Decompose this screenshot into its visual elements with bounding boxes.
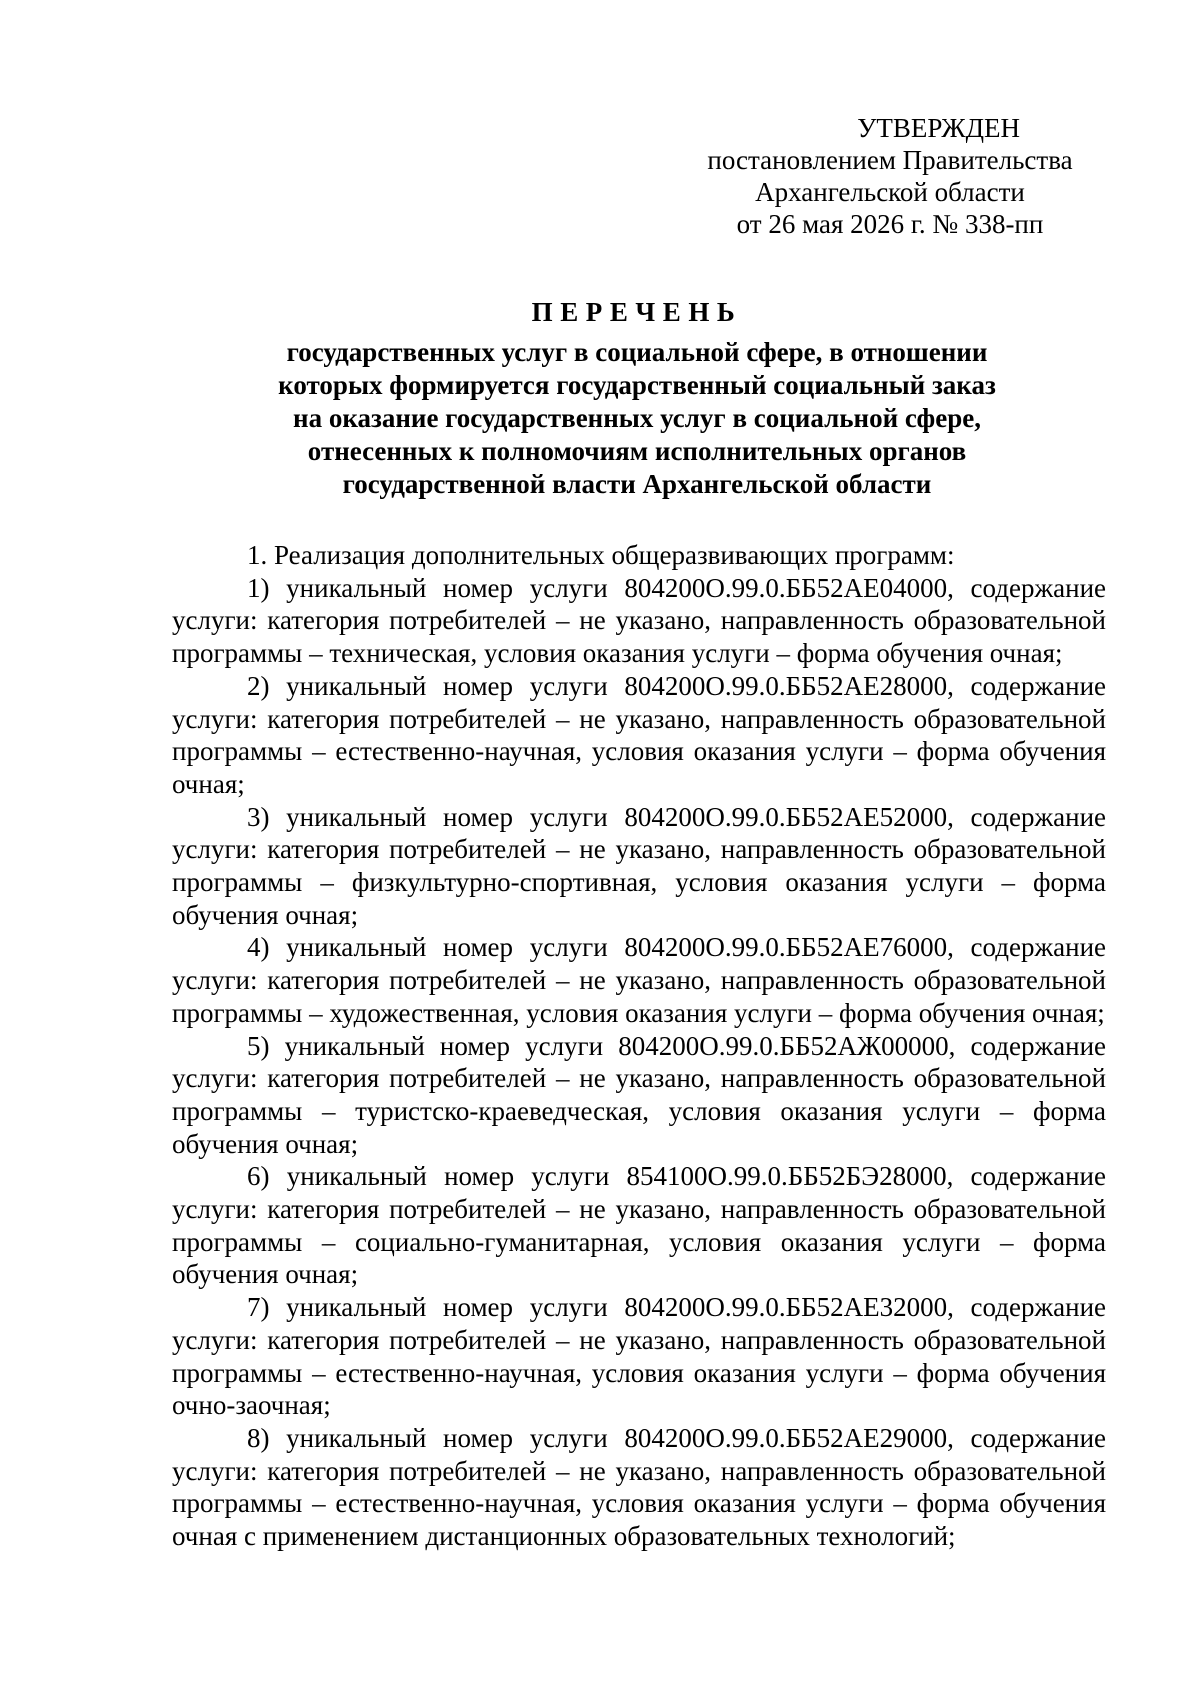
subtitle-line: отнесенных к полномочиям исполнительных органов <box>307 436 967 466</box>
approval-stamp <box>690 112 1090 240</box>
document-title: ПЕРЕЧЕНЬ <box>531 297 743 327</box>
list-item: 8) уникальный номер услуги 804200О.99.0.ББ52АЕ29000, содержание услуги: категория потребителей – не указано, направленность образовательной программы – естественно-научная, условия оказания услуги – форма обучения очная с применением дистанционных образовательных технологий; <box>172 1422 1106 1552</box>
subtitle-line: на оказание государственных услуг в социальной сфере, <box>293 403 981 433</box>
document-subtitle <box>170 336 1104 501</box>
subtitle-line: государственной власти Архангельской области <box>342 469 932 499</box>
list-item: 2) уникальный номер услуги 804200О.99.0.ББ52АЕ28000, содержание услуги: категория потребителей – не указано, направленность образовательной программы – естественно-научная, условия оказания услуги – форма обучения очная; <box>172 670 1106 799</box>
list-item: 4) уникальный номер услуги 804200О.99.0.ББ52АЕ76000, содержание услуги: категория потребителей – не указано, направленность образовательной программы – художественная, условия оказания услуги – форма обучения очная; <box>172 932 1106 1028</box>
subtitle-line: государственных услуг в социальной сфере, в отношении <box>286 337 988 367</box>
approval-resolution: постановлением Правительства <box>707 145 1073 175</box>
section-heading: 1. Реализация дополнительных общеразвивающих программ: <box>247 540 955 570</box>
list-item: 7) уникальный номер услуги 804200О.99.0.ББ52АЕ32000, содержание услуги: категория потребителей – не указано, направленность образовательной программы – естественно-научная, условия оказания услуги – форма обучения очно-заочная; <box>172 1292 1106 1421</box>
list-item: 1) уникальный номер услуги 804200О.99.0.ББ52АЕ04000, содержание услуги: категория потребителей – не указано, направленность образовательной программы – техническая, условия оказания услуги – форма обучения очная; <box>172 572 1106 669</box>
approval-region: Архангельской области <box>755 177 1025 207</box>
list-item: 6) уникальный номер услуги 854100О.99.0.ББ52БЭ28000, содержание услуги: категория потребителей – не указано, направленность образовательной программы – социально-гуманитарная, условия оказания услуги – форма обучения очная; <box>172 1161 1106 1290</box>
document-body <box>172 539 1106 1553</box>
approval-date-number: от 26 мая 2026 г. № 338-пп <box>736 209 1044 239</box>
approval-heading: УТВЕРЖДЕН <box>857 113 1020 143</box>
list-item: 5) уникальный номер услуги 804200О.99.0.ББ52АЖ00000, содержание услуги: категория потребителей – не указано, направленность образовательной программы – туристско-краеведческая, условия оказания услуги – форма обучения очная; <box>172 1030 1106 1159</box>
subtitle-line: которых формируется государственный социальный заказ <box>278 370 996 400</box>
list-item: 3) уникальный номер услуги 804200О.99.0.ББ52АЕ52000, содержание услуги: категория потребителей – не указано, направленность образовательной программы – физкультурно-спортивная, условия оказания услуги – форма обучения очная; <box>172 801 1106 930</box>
